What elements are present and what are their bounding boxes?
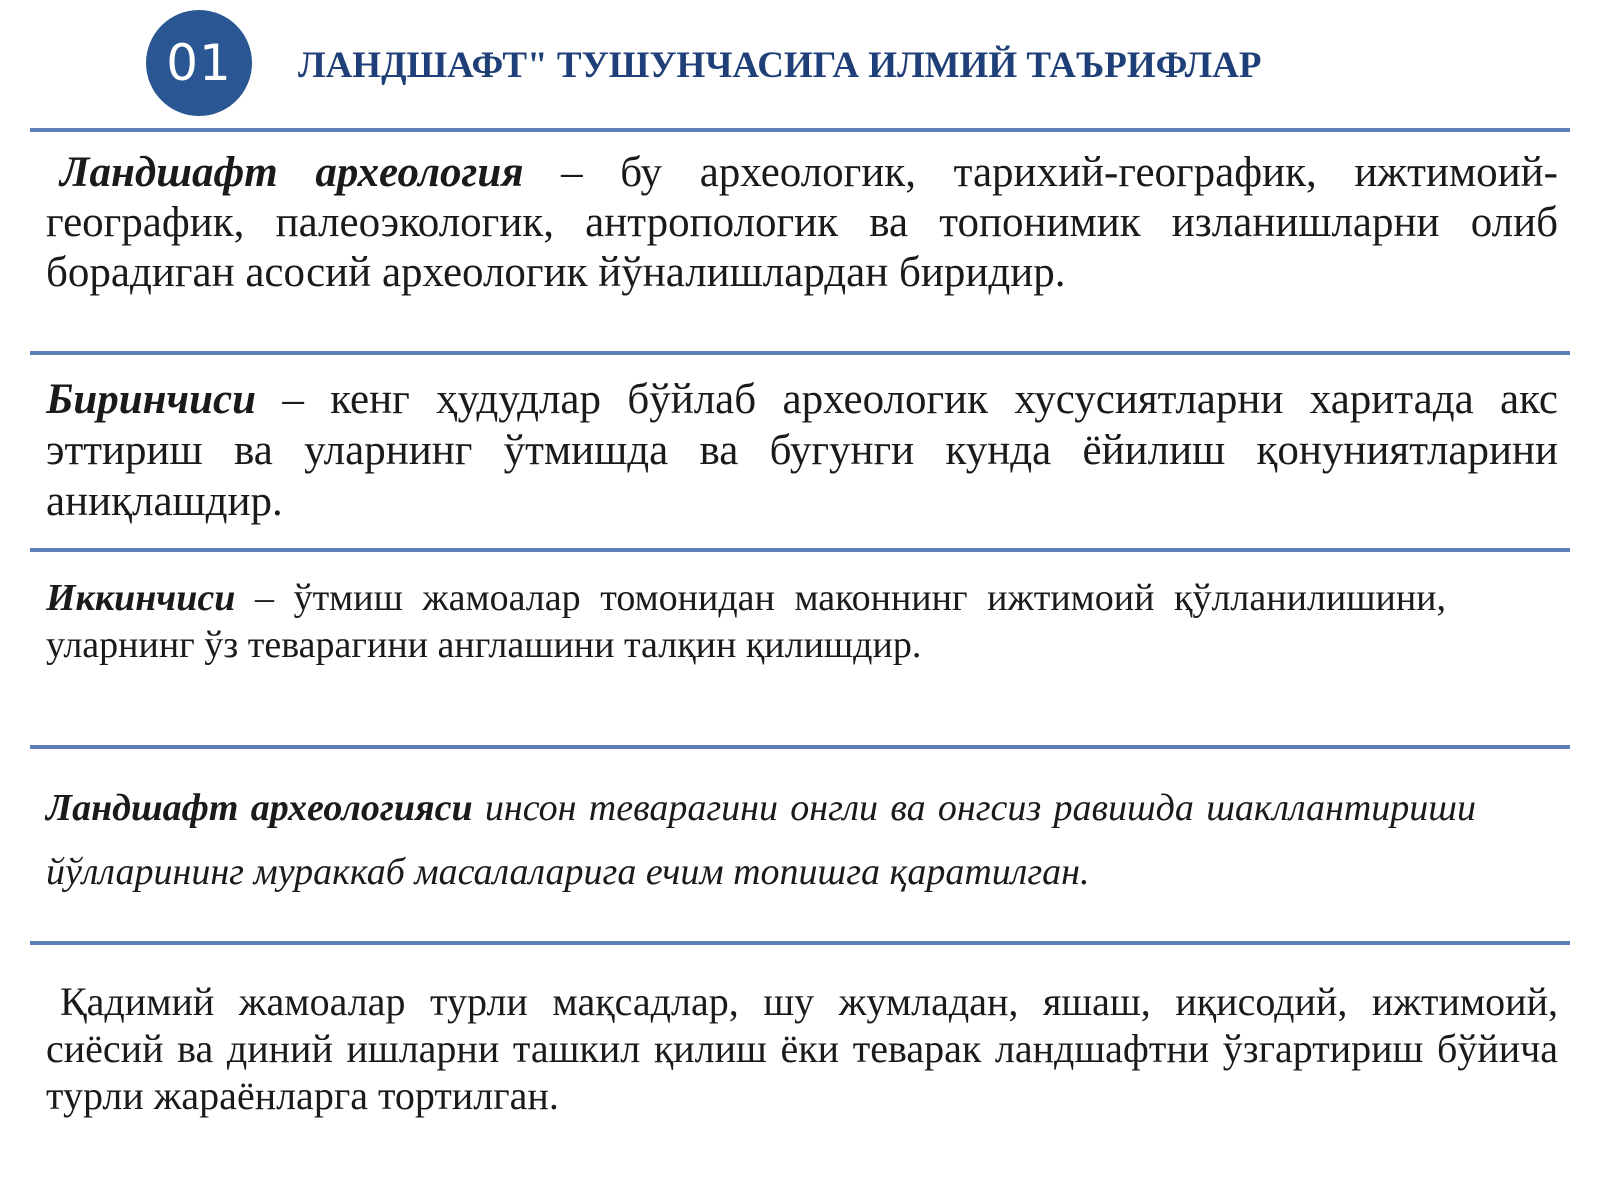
divider-line [30,941,1570,945]
definition-text: – ўтмиш жамоалар томонидан маконнинг ижтимоий қўлланилишини, уларнинг ўз теварагини англашини талқин қилишдир. [46,577,1446,666]
definition-second [46,575,1446,669]
definition-text: – кенг ҳудудлар бўйлаб археологик хусусиятларни харитада акс эттириш ва уларнинг ўтмишда ва бугунги кунда ёйилиш қонуниятларини аниқлашдир. [46,376,1558,525]
definition-term: Иккинчиси [46,577,236,619]
definition-term: Биринчиси [46,376,257,423]
section-number: 01 [166,34,232,92]
divider-line [30,745,1570,749]
definition-text: – бу археологик, тарихий-географик, ижтимоий-географик, палеоэкологик, антропологик ва топонимик изланишларни олиб борадиган асосий археологик йўналишлардан биридир. [46,149,1559,296]
paragraph-text: Қадимий жамоалар турли мақсадлар, шу жумладан, яшаш, иқисодий, ижтимоий, сиёсий ва диний ишларни ташкил қилиш ёки теварак ландшафтни ўзгартириш бўйича турли жараёнларга тортилган. [46,979,1558,1118]
definition-term: Ландшафт археологияси [46,787,473,829]
definition-text: инсон теварагини онгли ва онгсиз равишда шакллантириши йўлларининг мураккаб масалаларига ечим топишга қаратилган. [46,787,1476,893]
definition-first [46,374,1558,527]
slide-header [0,0,1600,130]
ancient-communities-paragraph [46,978,1558,1119]
section-number-badge [146,10,252,116]
divider-line [30,128,1570,132]
definition-landscape-archaeology-purpose [46,776,1476,904]
divider-line [30,548,1570,552]
slide-title: ЛАНДШАФТ" ТУШУНЧАСИГА ИЛМИЙ ТАЪРИФЛАР [298,45,1262,86]
divider-line [30,351,1570,355]
definition-term: Ландшафт археология [60,149,524,196]
definition-landscape-archaeology [46,148,1558,298]
